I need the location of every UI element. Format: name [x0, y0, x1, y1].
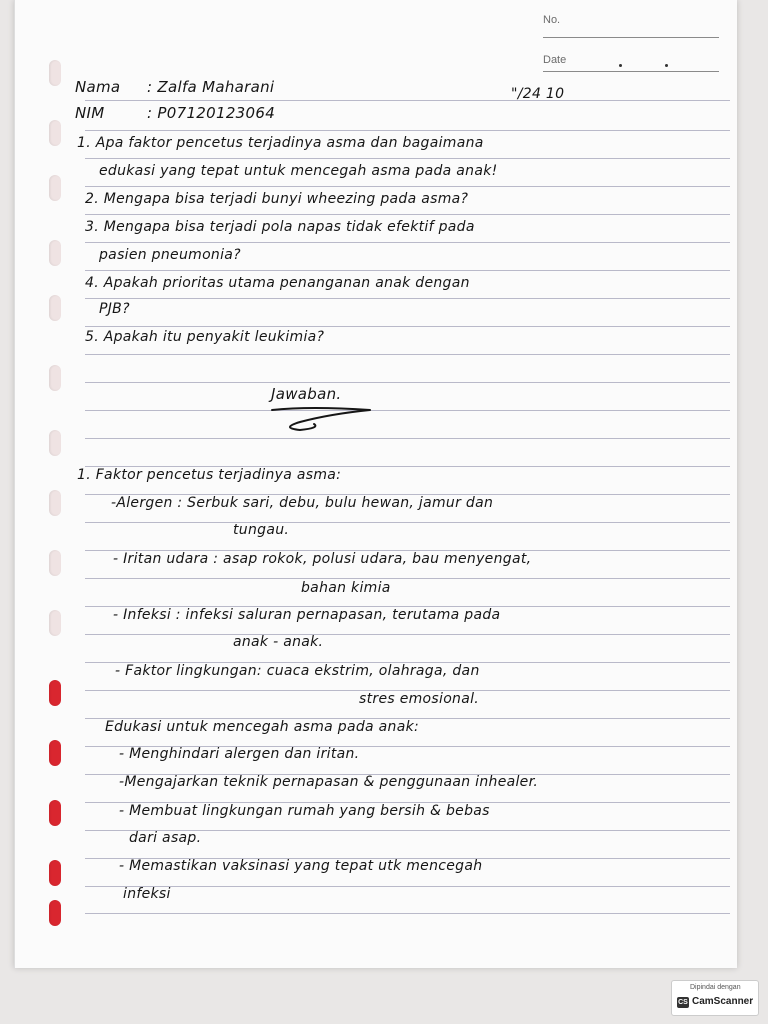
question-line: pasien pneumonia?: [99, 247, 241, 263]
answer-line: dari asap.: [129, 830, 202, 846]
date-dot: [665, 64, 668, 67]
ruled-line: [85, 913, 730, 914]
question-line: PJB?: [99, 301, 130, 317]
binder-hole: [49, 240, 61, 266]
underline-flourish: [270, 404, 380, 436]
binder-hole: [49, 430, 61, 456]
ruled-line: [85, 130, 730, 131]
binder-hole: [49, 175, 61, 201]
answer-line: - Infeksi : infeksi saluran pernapasan, terutama pada: [113, 607, 501, 623]
answer-line: - Membuat lingkungan rumah yang bersih & bebas: [119, 803, 490, 819]
answer-line: 1. Faktor pencetus terjadinya asma:: [77, 467, 342, 483]
ruled-line: [85, 270, 730, 271]
question-line: edukasi yang tepat untuk mencegah asma pada anak!: [99, 163, 498, 179]
answer-line: -Mengajarkan teknik pernapasan & penggunaan inhealer.: [119, 774, 539, 790]
question-line: 5. Apakah itu penyakit leukimia?: [85, 329, 325, 345]
jawaban-heading: Jawaban.: [271, 385, 342, 403]
ruled-line: [85, 326, 730, 327]
date-label: Date: [543, 54, 567, 66]
camscanner-watermark: [671, 980, 759, 1016]
ruled-line: [85, 100, 730, 101]
answer-line: - Iritan udara : asap rokok, polusi udara, bau menyengat,: [113, 551, 532, 567]
ruled-line: [85, 158, 730, 159]
ruled-line: [85, 410, 730, 411]
date-line: [543, 71, 719, 72]
binder-hole: [49, 60, 61, 86]
ruled-line: [85, 634, 730, 635]
binder-hole: [49, 680, 61, 706]
ruled-line: [85, 354, 730, 355]
question-line: 4. Apakah prioritas utama penanganan anak dengan: [85, 275, 470, 291]
binder-hole: [49, 550, 61, 576]
question-line: 1. Apa faktor pencetus terjadinya asma dan bagaimana: [77, 135, 484, 151]
question-line: 2. Mengapa bisa terjadi bunyi wheezing pada asma?: [85, 191, 469, 207]
question-line: 3. Mengapa bisa terjadi pola napas tidak efektif pada: [85, 219, 475, 235]
ruled-line: [85, 438, 730, 439]
answer-line: -Alergen : Serbuk sari, debu, bulu hewan, jamur dan: [111, 495, 494, 511]
answer-line: tungau.: [233, 522, 290, 538]
binder-hole: [49, 120, 61, 146]
answer-line: - Memastikan vaksinasi yang tepat utk mencegah: [119, 858, 483, 874]
notebook-page: [14, 0, 737, 968]
ruled-line: [85, 522, 730, 523]
binder-hole: [49, 365, 61, 391]
answer-line: Edukasi untuk mencegah asma pada anak:: [105, 719, 419, 735]
date-dot: [619, 64, 622, 67]
ruled-line: [85, 298, 730, 299]
binder-hole: [49, 900, 61, 926]
nama-label: Nama: [75, 78, 121, 96]
nama-value: : Zalfa Maharani: [147, 78, 275, 96]
answer-line: anak - anak.: [233, 634, 324, 650]
answer-line: - Faktor lingkungan: cuaca ekstrim, olahraga, dan: [115, 663, 480, 679]
scanner-caption: Dipindai dengan: [690, 984, 741, 991]
ruled-line: [85, 886, 730, 887]
binder-hole: [49, 610, 61, 636]
no-line: [543, 37, 719, 38]
binder-hole: [49, 800, 61, 826]
binder-hole: [49, 740, 61, 766]
ruled-line: [85, 382, 730, 383]
binder-hole: [49, 490, 61, 516]
no-label: No.: [543, 14, 561, 26]
binder-holes: [49, 40, 65, 920]
nim-label: NIM: [75, 104, 105, 122]
ruled-line: [85, 186, 730, 187]
handwritten-date: "/24 10: [511, 86, 565, 102]
answer-line: infeksi: [123, 886, 171, 902]
binder-hole: [49, 295, 61, 321]
ruled-line: [85, 214, 730, 215]
ruled-line: [85, 578, 730, 579]
answer-line: bahan kimia: [301, 580, 391, 596]
answer-line: - Menghindari alergen dan iritan.: [119, 746, 360, 762]
scanner-brand: CamScanner: [692, 996, 754, 1007]
answer-line: stres emosional.: [359, 691, 480, 707]
ruled-line: [85, 242, 730, 243]
binder-hole: [49, 860, 61, 886]
camscanner-logo-icon: CS: [678, 999, 688, 1006]
nim-value: : P07120123064: [147, 104, 276, 122]
